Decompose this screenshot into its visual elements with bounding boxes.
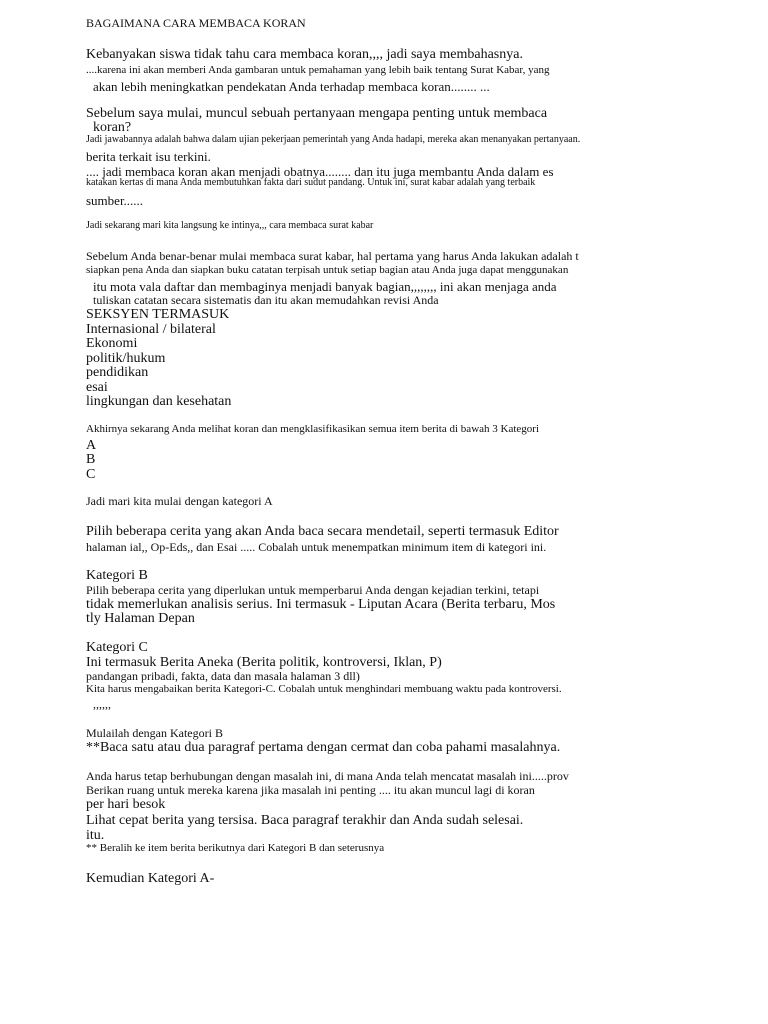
text-line: **Baca satu atau dua paragraf pertama dengan cermat dan coba pahami masalahnya. (86, 740, 561, 755)
text-line: Pilih beberapa cerita yang diperlukan untuk memperbarui Anda dengan kejadian terkini, tetapi (86, 583, 540, 597)
text-line: sumber...... (86, 193, 144, 208)
text-line: Sebelum saya mulai, muncul sebuah pertanyaan mengapa penting untuk membaca (86, 106, 548, 121)
text-line: .... jadi membaca koran akan menjadi obatnya........ dan itu juga membantu Anda dalam es (86, 164, 554, 179)
text-line: per hari besok (86, 797, 166, 812)
text-line: berita terkait isu terkini. (86, 149, 211, 164)
text-line: Pilih beberapa cerita yang akan Anda baca secara mendetail, seperti termasuk Editor (86, 524, 559, 539)
text-line: Ini termasuk Berita Aneka (Berita politik, kontroversi, Iklan, P) (86, 655, 442, 670)
text-line: tidak memerlukan analisis serius. Ini termasuk - Liputan Acara (Berita terbaru, Mos (86, 597, 556, 612)
document-title: BAGAIMANA CARA MEMBACA KORAN (86, 16, 306, 30)
section-item: Internasional / bilateral (86, 322, 216, 337)
text-line: Jadi sekarang mari kita langsung ke intinya,,, cara membaca surat kabar (86, 220, 374, 231)
section-item: Ekonomi (86, 336, 138, 351)
text-line: akan lebih meningkatkan pendekatan Anda terhadap membaca koran........ ... (93, 79, 490, 94)
category-heading: Kategori C (86, 640, 148, 655)
text-line: ....karena ini akan memberi Anda gambaran untuk pemahaman yang lebih baik tentang Surat Kabar, yang (86, 64, 550, 76)
text-line: Sebelum Anda benar-benar mulai membaca surat kabar, hal pertama yang harus Anda lakukan adalah t (86, 249, 579, 263)
text-line: Kita harus mengabaikan berita Kategori-C. Cobalah untuk menghindari membuang waktu pada kontroversi. (86, 683, 562, 695)
text-line: Jadi mari kita mulai dengan kategori A (86, 494, 273, 508)
text-line: Lihat cepat berita yang tersisa. Baca paragraf terakhir dan Anda sudah selesai. (86, 813, 524, 828)
category-heading: Kategori B (86, 568, 148, 583)
category-letter: B (86, 452, 96, 467)
text-line: tly Halaman Depan (86, 611, 195, 626)
category-letter: A (86, 438, 97, 453)
text-line: ,,,,,, (93, 697, 111, 711)
category-letter: C (86, 467, 96, 482)
text-line: koran? (93, 120, 132, 135)
section-heading: SEKSYEN TERMASUK (86, 307, 230, 322)
text-line: katakan kertas di mana Anda membutuhkan fakta dari sudut pandang. Untuk ini, surat kabar adalah yang terbaik (86, 177, 536, 188)
text-line: Mulailah dengan Kategori B (86, 726, 223, 740)
text-line: Anda harus tetap berhubungan dengan masalah ini, di mana Anda telah mencatat masalah ini.....prov (86, 769, 569, 783)
text-line: siapkan pena Anda dan siapkan buku catatan terpisah untuk setiap bagian atau Anda juga dapat menggunakan (86, 264, 569, 276)
text-line: halaman ial,, Op-Eds,, dan Esai ..... Cobalah untuk menempatkan minimum item di kategori ini. (86, 540, 547, 554)
section-item: lingkungan dan kesehatan (86, 394, 232, 409)
text-line: Kebanyakan siswa tidak tahu cara membaca koran,,,, jadi saya membahasnya. (86, 47, 523, 62)
text-line: itu. (86, 828, 105, 843)
text-line: Akhirnya sekarang Anda melihat koran dan mengklasifikasikan semua item berita di bawah 3 Kategori (86, 423, 539, 435)
text-line: itu mota vala daftar dan membaginya menjadi banyak bagian,,,,,,,, ini akan menjaga anda (93, 279, 557, 294)
text-line: Kemudian Kategori A- (86, 871, 215, 886)
section-item: pendidikan (86, 365, 149, 380)
text-line: ** Beralih ke item berita berikutnya dari Kategori B dan seterusnya (86, 842, 385, 854)
section-item: esai (86, 380, 108, 395)
section-item: politik/hukum (86, 351, 166, 366)
text-line: pandangan pribadi, fakta, data dan masala halaman 3 dll) (86, 669, 360, 683)
text-line: tuliskan catatan secara sistematis dan itu akan memudahkan revisi Anda (93, 293, 439, 307)
text-line: Berikan ruang untuk mereka karena jika masalah ini penting .... itu akan muncul lagi di koran (86, 783, 535, 797)
text-line: Jadi jawabannya adalah bahwa dalam ujian pekerjaan pemerintah yang Anda hadapi, mereka akan menanyakan pertanyaan. (86, 134, 581, 145)
